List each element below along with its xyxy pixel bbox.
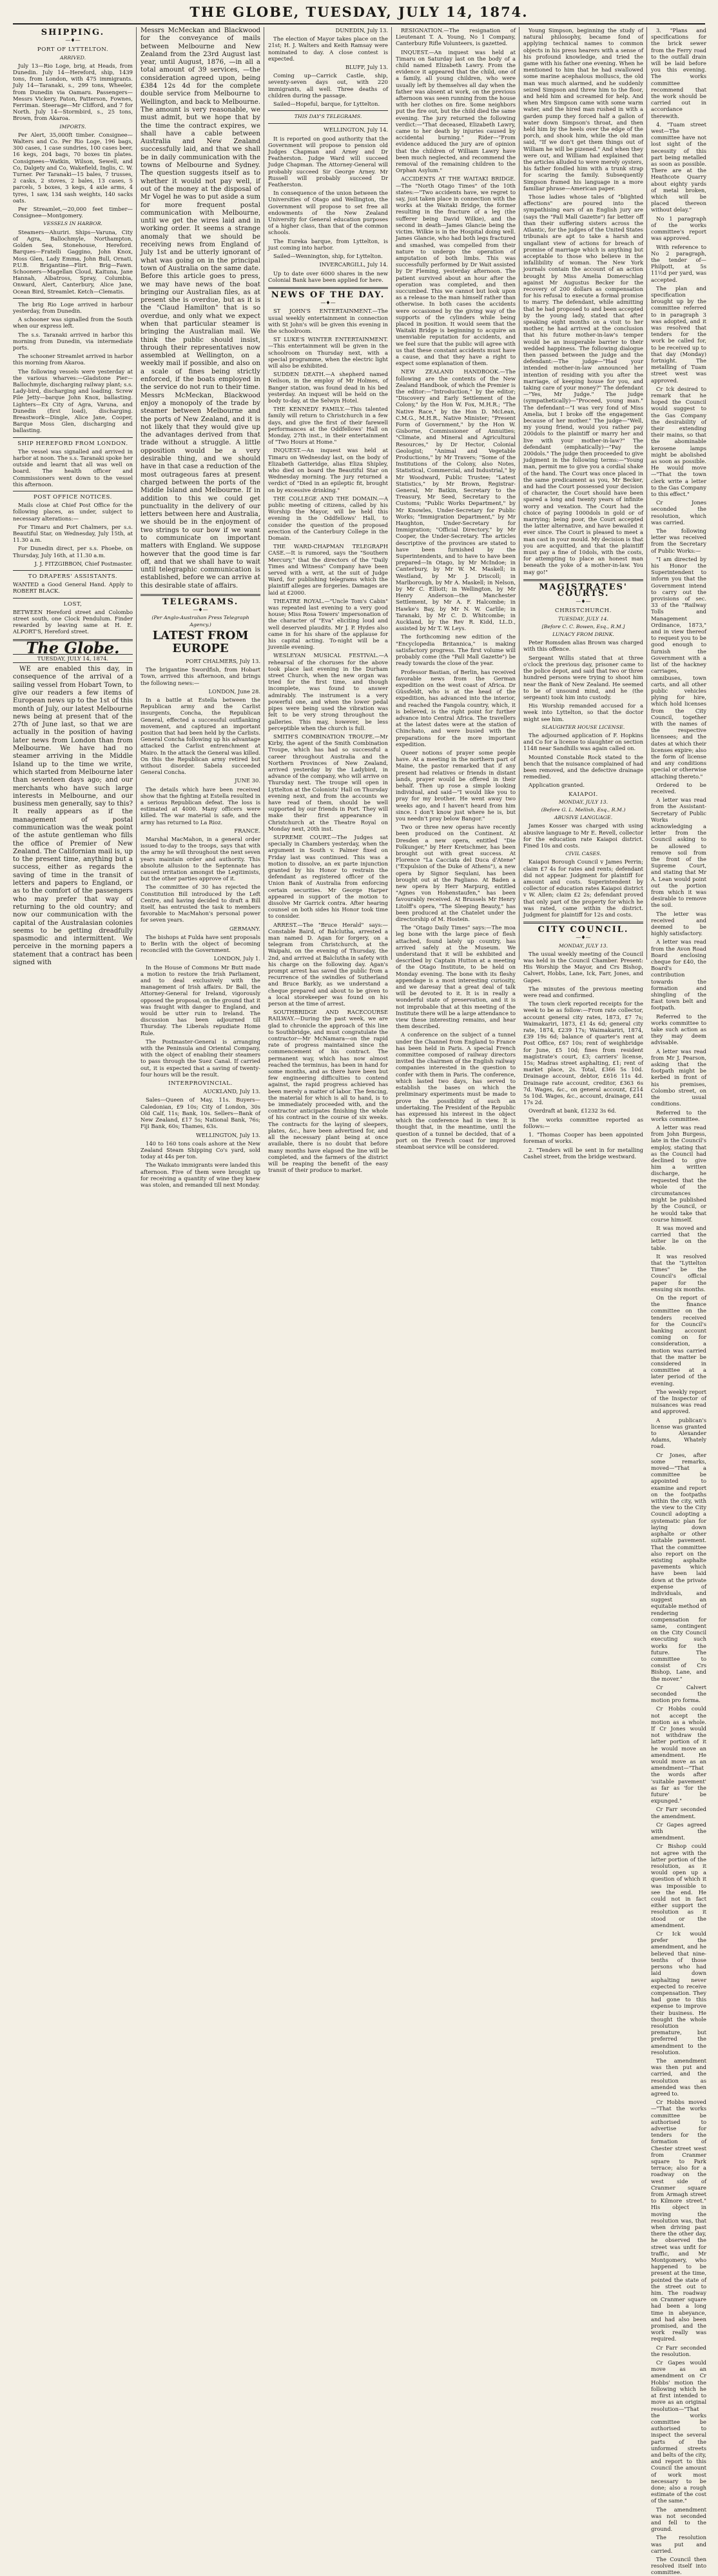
council-text: Referred to the works committee. <box>651 1109 706 1122</box>
council-text: The letter was received and deemed to be highly satisfactory. <box>651 910 706 937</box>
council-text: "I am directed by his Honor the Superintendent to inform you that the Government intend to carry out the provisions of sec. 33 of the "Railway Tolls and Management Ordinance, 1873," and in view thereof to request you to be good enough to furnish the Government with a list of the hackney carriages, omnibuses, town carts, and all other public vehicles plying for hire, which hold licenses from the City Council, together with the names of the respective licensees; and the dates at which their licenses expire; also the form of license and any conditions special or otherwise attaching thereto." <box>651 555 706 780</box>
dateline-london: LONDON, July 1. <box>213 955 260 962</box>
council-text: Cr Ick desired to remark that he hoped the Council would suggest to the Gas Company the desirability of their extending their mains, so that the abominable kerosene lamps might be abolished as soon as possible. He would move—"That the town clerk write a letter to the Gas Company to this effect." <box>651 385 706 498</box>
telegram-text: The Postmaster-General is arranging with the Peninsula and Oriental Company, with the object of enabling their steamers to pass through the Suez Canal. If carried out, it is expected that a saving of twenty-four hours will be the result. <box>141 1038 260 1078</box>
city-council-heading: CITY COUNCIL. <box>538 925 629 935</box>
news-item: ST JOHN'S ENTERTAINMENT.—The usual weekly entertainment in connection with St John's will be given this evening in the schoolroom. <box>268 308 388 334</box>
court-text: Sergeant Willis stated that at three o'clock the previous day, prisoner came to the police depot, and said that two or three hundred persons were trying to shoot him near the Bank of New Zealand. He seemed to be of unsound mind, and he (the sergeant) took him into custody. <box>523 654 643 700</box>
telegram-text: It is reported on good authority that the Government will propose to pension old Judges Chapman and Arney and Dr Featherston. Judge Ward will succeed Judge Chapman. The Attorney-General will probably succeed Sir George Arney. Mr Russell will probably succeed Dr Featherston. <box>268 135 388 188</box>
council-text: Overdraft at bank, £1232 3s 6d. <box>529 1107 617 1115</box>
council-date: MONDAY, JULY 13. <box>558 942 608 949</box>
post-office-text: For Timaru and Port Chalmers, per s.s. Beautiful Star, on Wednesday, July 15th, at 11.30 a.m. <box>13 523 133 544</box>
column-3 <box>268 27 388 1174</box>
telegram-text: Sailed—Hopeful, barque, for Lyttelton. <box>273 101 380 108</box>
column-divider <box>391 27 392 960</box>
council-text: Cr Ick would prefer the amendment, and he believed that nine-tenths of those persons who had laid down asphalting never expected to receive compensation. They had gone to this expense to improve their business. He thought the whole resolution premature, but preferred the amendment to the resolution. <box>651 1930 706 2056</box>
news-item: THE COLLEGE AND THE DOMAIN.—A public meeting of citizens, called by his Worship the Mayor, will be held this evening in the Oddfellows' Hall, to consider the question of the proposed erection of the Canterbury College in the Domain. <box>268 495 388 542</box>
news-item: Those ladies whose tales of "blighted affections" are poured into the sympathising ears of an English jury are (says the "Pall Mall Gazette") far better off than their suffering sisters across the Atlantic, for the judges of the United States tribunals are apt to take a harsh and ungallant view of actions for breach of promise of marriage which is anything but acceptable to those who believe in the infallibility of woman. The New York journals contain the account of an action brought by Miss Amelia Domerschlag against Mr Augustus Becker for the recovery of 200 dollars as compensation for his refusal to execute a formal promise to marry. The defendant, while admitting that he had proposed to and been accepted by the young lady, stated that after speaking eight months on a visit to her mother, he had arrived at the conclusion that his future mother-in-law's temper would be an insuperable barrier to their wedded happiness. The following dialogue then passed between the judge and the defendant:—The judge—"Had your intended mother-in-law announced her intention of residing with you after the marriage, of keeping house for you, and taking care of your money?" The defendant—"Yes, Mr Judge." The judge (sympathetically)—"Proceed, young man." The defendant—"I was very fond of Miss Amelia, but I broke off the engagement because of her mother." The judge—"Well, my young friend, would you rather pay 200dols to the plaintiff or marry her and live with your mother-in-law?" The defendant (emphatically)—"Pay the 200dols." The judge then proceeded to give judgment in the following terms:—"Young man, permit me to give you a cordial shake of the hand. The Court was once placed in the same predicament as you, Mr Becker, and had the Court possessed your decision of character, the Court should have been spared a long and twenty years of infinite worry and vexation. The Court had the choice of paying 1000dols in gold or of marrying; being poor, the Court accepted the latter alternative, and have bewailed it ever since. The Court is pleased to meet a man cast in your mould. My decision is that you are acquitted, and that the plaintiff must pay a fine of 10dols, with the costs, for attempting to place an honest man beneath the yoke of a mother-in-law. You may go!" <box>523 193 643 575</box>
council-text: A letter was read from John Burgess, late in the Council's employ, stating that as the Council had declined to give him a written discharge, he requested that the whole of the circumstances might be published by the Council, or he would take that course himself. <box>651 1124 706 1223</box>
double-rule <box>523 579 643 581</box>
column-4 <box>396 27 516 1150</box>
council-text: A publican's license was granted to Alexander Adams, Whately road. <box>651 1416 706 1450</box>
news-item: WESLEYAN MUSICAL FESTIVAL.—A rehearsal of the choruses for the above took place last evening in the Durham street Church, when the new organ was tried for the first time, and though incomplete, was found to answer admirably. The instrument is a very powerful one, and when the lower pedal pipes were being used the vibration was felt to be very strong throughout the galleries. This may, however, be less perceptible when the church is full. <box>268 652 388 731</box>
news-item: Young Simpson, beginning the study of natural philosophy, became fond of applying technical names to common objects in his press hearers with a sense of his profound knowledge, and tried the game with his father one evening. When he mentioned to him that he had swallowed some marine acephalous molluscs, the old man was much alarmed, and he suddenly seized Simpson and threw him to the floor, and held him and screamed for help. And when Mrs Simpson came with some warm water, and the hired man rushed in with a garden pump they forced half a gallon of water down Simpson's throat, and then held him by the heels over the edge of the porch, and shook him, while the old man said, "If we don't get them things out of William he will be pizened." And when they were out, and William had explained that the articles alluded to were merely oysters, his father fondled him with a trunk strap for scaring the family. Subsequently Simpson framed his language in a more familiar phrase—American paper. <box>523 27 643 192</box>
shipping-news: A schooner was signalled from the South when our express left. <box>13 316 133 330</box>
vessels-heading: VESSELS IN HARBOR. <box>43 221 102 227</box>
council-text: Cr Calvert seconded the motion pro forma. <box>651 1683 706 1704</box>
telegram-text: The election of Mayor takes place on the 21st; H. J. Walters and Keith Ramsay were nominated to day. A close contest is expected. <box>268 35 388 62</box>
separator: —♦— <box>65 37 81 44</box>
council-text: The weekly report of the Inspector of nuisances was read and approved. <box>651 1388 706 1415</box>
council-text: 3. "Plans and specifications for the brick sewer from the Ferry road to the outfall drain will be laid before you this evening. The works committee recommend that the work should be carried out in accordance therewith. <box>651 27 706 119</box>
rule <box>13 598 133 599</box>
court-before: [Before C. C. Bowen, Esq., R.M.] <box>541 623 625 629</box>
double-rule <box>268 287 388 289</box>
council-text: Cr Hobbs could not accept the motion as a whole. If Cr Jones would not withdraw the latter portion of it he would move an amendment. He would move as an amendment—"That the words after 'suitable pavement' as far as 'for the future' be expunged." <box>651 1705 706 1805</box>
council-text: Cr Farr seconded the amendment. <box>651 1806 706 1819</box>
imports-heading: IMPORTS. <box>59 123 86 130</box>
council-text: The plan and specification brought up by the committee referred to in paragraph 3 was adopted, and it was resolved that tenders for the work be called for, to be received up to that day (Monday) fortnight. The metalling of Tuam street west was approved. <box>651 284 706 384</box>
telegram-text: The committee of 30 has rejected the Constitution Bill introduced by the Left Centre, and having decided to draft a Bill itself, has entrusted the task to members favorable to MacMahon's personal power for seven years. <box>141 884 260 924</box>
double-rule <box>141 594 260 596</box>
post-office-text: For Dunedin direct, per s.s. Phoebe, on Thursday, July 16th, at 11.30 a.m. <box>13 545 133 559</box>
council-text: Cr Gapes would move as an amendment on Cr Hobbs' motion the following which he at first intended to move as an original resolution—"That the works committee be authorised to inspect the several parts of the unformed streets and belts of the city, and report to this Council the amount of work most necessary to be done; also a rough estimate of the cost of the same." <box>651 2359 706 2504</box>
telegrams-heading: TELEGRAMS. <box>162 597 239 608</box>
shipping-news: The following vessels were yesterday at the various wharves:—Gladstone Pier—Ballochmyle, discharging railway plant; s.s. Lady-bird, discharging and loading. Screw Pile Jetty—barque John Knox, ballasting. Lighters—Ex City of Agra, Varuna, and Dunedin (first load), discharging. Breastwork—Dingle, Alice Jane, Cooper, Barque Moss Glen, discharging and ballasting. <box>13 368 133 434</box>
dateline-london: LONDON, June 28. <box>208 688 260 695</box>
news-item: ARREST.—The "Bruce Herald" says:—Constable Baird, of Balclutha, arrested a man named D. Agan for forgery, on a telegram from Christchurch, at the Waipahi, on the evening of Thursday, the 2nd, and arrived at Balclutha in safety with his charge on the following day. Agan's prompt arrest has saved the public from a recurrence of the swindles of Sutherland and Bruce Barkly, as we understand a cheque prepared and about to be given to a local storekeeper was found on his person at the time of arrest. <box>268 921 388 1007</box>
kaiapoi-heading: KAIAPOI. <box>568 791 598 798</box>
council-text: The amendment was then put and carried, and the resolution as amended was then agreed to. <box>651 2057 706 2097</box>
case-heading: LUNACY FROM DRINK. <box>552 631 614 638</box>
dateline-auckland: AUCKLAND, July 13. <box>203 1088 260 1095</box>
telegram-text: Marshal MacMahon, in a general order issued to-day to the troops, says that with the army he will throughout the next seven years maintain order and authority. This absolute allusion to the Septennate has caused irritation amongst the Legitimists, but the other parties approve of it. <box>141 835 260 882</box>
telegram-text: The details which have been received show that the fighting at Estella resulted in a serious Republican defeat. The loss is estimated at 4000. Many officers were killed. The war material is safe, and the army has returned to La Rioz. <box>141 786 260 826</box>
council-text: It was moved and carried that the letter lie on the table. <box>651 1224 706 1251</box>
shipping-news: The brig Rio Loge arrived in harbour yesterday, from Dunedin. <box>13 301 133 314</box>
news-item: INQUEST.—An inquest was held at Timaru on Wednesday last, on the body of Elizabeth Gatteridge, alias Eliza Shipley, who died on board the Beautiful Star on Wednesday morning. The jury returned a verdict of "Died in an epileptic fit, brought on by excessive drinking." <box>268 447 388 493</box>
news-item: THEATRE ROYAL.—"Uncle Tom's Cabin" was repeated last evening to a very good house; Miss Rosa Towers' impersonation of the character of "Eva" eliciting loud and well deserved plaudits. Mr J. P. Hydes also came in for his share of the applause for his capital acting. To-night will be a juvenile evening. <box>268 597 388 651</box>
news-item: SOUTHBRIDGE AND RACECOURSE RAILWAY.—During the past week, we are glad to chronicle the approach of this line to Southbridge, and must congratulate the contractor—Mr McNamara—on the rapid rate of progress maintained since the commencement of his contract. The permanent way, which has now almost reached the terminus, has been in hand for some months, and as there have been but few engineering difficulties to contend against, the rapid progress achieved has been merely a matter of labor. The fencing, the material for which is all to hand, is to be immediately proceeded with, and the contractor anticipates finishing the whole of his contract in the course of six weeks. The contracts for the laying of sleepers, plates, &c., have been advertised for, and all the necessary plant being at once available, there is no doubt that before many months have elapsed the line will be completed, and the farmers of the district will be reaping the benefit of the easy transit of their produce to market. <box>268 1009 388 1174</box>
dateline-wellington: WELLINGTON, July 13. <box>196 1131 260 1138</box>
news-item: ST LUKE'S WINTER ENTERTAINMENT.—This entertainment will be given in the schoolroom on Thursday next, with a special programme, when the electric light will also be exhibited. <box>268 336 388 369</box>
top-rule <box>13 23 705 25</box>
telegram-text: Sales—Queen of May, 11s. Buyers—Caledonian, £9 10s; City of London, 30s Old Calf, 11s; Bank, 10s. Sellers—Bank of New Zealand, £17 5s; National Bank, 76s; Fiji Bank, 60s; Thames, 63s. <box>141 1096 260 1130</box>
news-of-the-day-heading: NEWS OF THE DAY. <box>271 290 385 300</box>
news-item: Professor Bastian, of Berlin, has received favorable news from the German expedition on the west coast of Africa. Dr Güssfeldt, who is at the head of the expedition, has advanced into the interior, and reached the Fangola country, which, it is believed, is the right point for further advance into Central Africa. The travellers at the latest dates were at the station of Chinchato, and were busied with the preparations for the more important expedition. <box>396 668 516 748</box>
leading-article-text: WE are enabled this day, in consequence of the arrival of a sailing vessel from Hobart Town, to give our readers a few items of European news up to the 1st of this month of July, our latest Melbourne news being at present that of the 27th of June last, so that we are actually in the position of having later news from London than from Melbourne. We have had no steamer arriving in the Middle Island up to the time we write, which started from Melbourne later than seventeen days ago; and our merchants who have such large interests in Melbourne, and our business men generally, say to this? It really appears as if the management of postal communication was the weak point of the astute gentleman who fills the office of Premier of New Zealand. The Californian mail is, up to the present time, anything but a success, either as regards the saving of time in the transit of letters and papers to England, or as to the comfort of the passengers who may prefer that way of returning to the old country; and now our communication with the capital of the Australasian colonies seems to be getting dreadfully spasmodic and intermittent. We perceive in the morning papers a statement that a contract has been signed with <box>13 666 133 967</box>
telegrams-source: (Per Anglo-Australian Press Telegraph Agency.) <box>151 615 249 628</box>
council-text: Cr Hobbs moved—"That the works committee be authorised to advertise for tenders for the formation of Chester street west from Cranmer square to Park terrace; also for a roadway on the west side of Cranmer square from Armagh street to Kilmore street." His object in moving the resolution was, that when driving past there the other day, he observed the street was unfit for traffic, and Mr Montgomery, who happened to be present at the time, pointed the state of the street out to him. The roadway on Cranmer square had been a long time in abeyance, and had also been promised, and the work really was required. <box>651 2099 706 2343</box>
vessels-text: Steamers—Ahuriri. Ships—Varuna, City of Agra, Ballochmyle, Northampton, Golden Sea, Stonehouse, Hereford. Barques—Fratelli Gaggino, John Knox, Moss Glen, Lady Emma, John Bull, Ornati, P.U.B. Brigantine—Flirt. Brig—Fawn. Schooners—Magellan Cloud, Kaituna, Jane Hannah, Albatross, Spray, Columbia, Onward, Alert, Canterbury, Alice Jane, Ocean Bird, Streamlet. Ketch—Clematis. <box>13 228 133 295</box>
arrived-heading: ARRIVED. <box>59 54 86 61</box>
court-text: Kaiapoi Borough Council v James Perrin; claim £7 4s for rates and rents; defendant did not appear. Judgment for plaintiff for amount and costs. Superintendent by collector of education rates Kaiapoi district v W. Allen; claim £2 2s; defendant proved that only part of the property for which he was rated, came within the district. Judgment for plaintiff for 12s and costs. <box>523 858 643 918</box>
rule <box>268 110 388 111</box>
case-heading: SLAUGHTER HOUSE LICENSE. <box>541 724 625 730</box>
council-text: The amendment was not seconded and fell to the ground. <box>651 2506 706 2533</box>
council-text: The minutes of the previous meeting were read and confirmed. <box>523 985 643 999</box>
court-text: Peter Romsden alias Brown was charged with this offence. <box>523 639 643 653</box>
news-item: SMITH'S COMBINATION TROUPE.—Mr Kirby, the agent of the Smith Combination Troupe, which has had so successful a career throughout Australia and the Northern Provinces of New Zealand, arrived yesterday by the Ladybird, in advance of the company, who will arrive on Thursday next. The troupe will open in Lyttelton at the Colonists' Hall on Thursday evening next, and from the accounts we have read of them, should be well supported by our friends in Port. They will make their first appearance in Christchurch at the Theatre Royal on Monday next, 20th inst. <box>268 733 388 832</box>
telegram-text: The Eureka barque, from Lyttelton, is just coming into harbor. <box>268 237 388 251</box>
lost-heading: LOST, <box>63 600 82 608</box>
post-office-heading: POST OFFICE NOTICES. <box>34 494 112 500</box>
hereford-text: The vessel was signalled and arrived in harbor at noon. The s.s. Taranaki spoke her outside and learnt that all was well on board. The health officer and Commissioners went down to the vessel this afternoon. <box>13 448 133 488</box>
council-text: The resolution was put and carried. <box>651 2534 706 2554</box>
rule <box>13 437 133 438</box>
council-text: The following letter was received from the Secretary of Public Works:— <box>651 528 706 554</box>
dateline-germany: GERMANY. <box>229 925 260 932</box>
dateline-bluff: BLUFF, July 13. <box>345 64 388 71</box>
council-text: The usual weekly meeting of the Council was held in the Council Chamber. Present: His Worship the Mayor, and Crs Bishop, Calvert, Hobbs, Lane, Ick, Farr, Jones, and Gapes. <box>523 950 643 984</box>
court-text: James Kosser was charged with using abusive language to Mr E. Revell, collector for the education rate Kaiapoi district. Fined 10s and costs. <box>523 822 643 849</box>
council-text: With reference to No 2 paragraph, the tender of—Philpott, at 5s 11½d per yard, was accepted. <box>651 243 706 283</box>
dateline: TUESDAY, JULY 14, 1874. <box>13 654 133 663</box>
council-text: A letter was read from the Avon Road Board enclosing cheque for £40, the Board's contribution towards the formation and shingling of the East town belt and footpath. <box>651 938 706 1011</box>
council-text: Referred to the works committee to take such action as they may deem advisable. <box>651 1013 706 1046</box>
streamer-text: Per Streamlet,—20,000 feet timber—Consignee—Montgomery. <box>13 206 133 219</box>
telegram-text: In consequence of the union between the Universities of Otago and Wellington, the Government will propose to set free all endowments of the New Zealand University for General education purposes of a higher class, than that of the common schools. <box>268 190 388 236</box>
news-item: SUPREME COURT.—The Judges sat specially in Chambers yesterday, when the argument in South v. Palmer fixed on Friday last was continued. This was a motion to dissolve, an ex parte injunction granted by his Honor to restrain the defendant as registered officer of the Union Bank of Australia from enforcing certain securities. Mr George Harper appeared in support of the motion to dissolve Mr Garrick contra. After hearing counsel on both sides his Honor took time to consider. <box>268 833 388 920</box>
news-item: NEW ZEALAND HANDBOOK.—The following are the contents of the New Zealand Handbook, of which the Premier is the editor:—"Introduction," by the editor; "Discovery and Early Settlement of the Colony," by the Hon W. Fox, M.H.R.; "The Native Race," by the Hon D. McLean, C.M.G., M.H.R., Native Minister; "Present Form of Government," by the Hon W. Gisborne, Commissioner of Annuities; "Climate, and Mineral and Agricultural Resources," by Dr Hector, Colonial Geologist; "Animal and Vegetable Productions," by Mr Travers; "Some of the Institutions of the Colony, also Notes, Statistical, Commercial, and Industrial," by Mr Woodward, Public Trustee; "Latest Statistics," by Mr Brown, Registrar-General, Mr Batkin, Secretary to the Treasury, Mr Seed, Secretary to the Customs; "Public Works Department," by Mr Knowles, Under-Secretary for Public Works; "Immigration Department," by Mr Haughton, Under-Secretary for Immigration; "Official Directory," by Mr Cooper, the Under-Secretary. The articles descriptive of the provinces are stated to have been furnished by the Superintendents, and to have to have been prepared—In Otago, by Mr McIndoe; in Canterbury, by Mr W. M. Maskell; in Westland, by Mr J. Driscoll; in Marlborough, by Mr A. Maskell; in Nelson, by Mr C. Elliott; in Wellington, by Mr Henry Anderson—the Manchester Settlement, by Mr A. F. Halcombe; in Hawke's Bay, by Mr N. W. Carlile; in Taranaki, by Mr C. D. Whitcombe; in Auckland, by the Rev R. Kidd, LL.D., assisted by Mr T. W. Leys. <box>396 368 516 632</box>
court-text: Mounted Constable Rock stated to the bench that the nuisance complained of had been removed, and the defective drainage remedied. <box>523 753 643 780</box>
telegram-text: In the House of Commons Mr Butt made a motion to restore the Irish Parliament, and to deal exclusively with the management of Irish affairs. Dr Ball, the Attorney-General for Ireland, vigorously opposed the proposal, on the ground that it was fraught with danger to England, and would be utter ruin to Ireland. The discussion has been adjourned till Thursday. The Liberals repudiate Home Rule. <box>141 964 260 1036</box>
column-divider <box>646 27 647 960</box>
council-text: The town clerk reported receipts for the week to be as follow:—From rate collector, account general city rates, 1873, £7 7s; Waimakariri, 1873, £1 4s 6d; general city rate, 1874, £239 17s; Waimakariri, 1874, £39 19s 6d; balance of quarter's rent at Post Office, £67 10s; rent of weighbridge for June, £5 10d; fines from resident magistrate's court, £3; carriers' license, 15s; Madras street asphalting, £1; rent of market place, 2s. Total, £366 5s 10d. Drainage account, debtor, £616 11s 4d. Drainage rate account, creditor, £363 6s 7d. Wages, &c., on general account, £214 5s 10d. Wages, &c., account, drainage, £41 17s 2d. <box>523 1000 643 1106</box>
telegram-text: 140 to 160 tons coals ashore at the New Zealand Steam Shipping Co's yard, sold today at 44s per ton. <box>141 1140 260 1160</box>
magistrates-heading: MAGISTRATES' COURTS. <box>539 582 628 599</box>
drapers-ad: WANTED a Good General Hand. Apply to ROBERT BLACK. <box>13 581 133 595</box>
council-text: Ordered to be received. <box>651 781 706 795</box>
shipping-news: The schooner Streamlet arrived in harbor this morning from Akaroa. <box>13 353 133 366</box>
separator: —♦— <box>576 599 591 605</box>
council-text: A letter was read from the Assistant-Secretary of Public Works acknowledging a letter from the Council asking to be allowed to remove soil from the front of the Supreme Court, and stating that Mr A. Lean would point out the portion from which it was desirable to remove the soil. <box>651 797 706 909</box>
telegram-text: The bishops at Fulda have sent proposals to Berlin with the object of becoming reconciled with the Government. <box>141 933 260 954</box>
council-text: The works committee reported as follows:— <box>523 1116 643 1129</box>
christchurch-heading: CHRISTCHURCH. <box>555 608 612 615</box>
council-text: No 1 paragraph of the works committee's report was approved. <box>651 215 706 242</box>
court-date: TUESDAY, JULY 14. <box>558 615 608 622</box>
shipping-news: The s.s. Taranaki arrived in harbor this morning from Dunedin, via intermediate ports. <box>13 331 133 351</box>
case-heading: CIVIL CASES. <box>565 851 601 857</box>
council-text: It was resolved that the "Lyttelton Times" be the Council's official paper for the ensuing six months. <box>651 1253 706 1293</box>
news-item: ACCIDENTS AT THE WAITAKI BRIDGE.—The "North Otago Times" of the 10th states:—"Two accidents have, we regret to say, just taken place in connection with the works at the Waitaki Bridge, the former resulting in the fracture of a leg (the sufferer being David Wilkie), and the second in death—James Glancie being the victim. Wilkie is in the Hospital doing well. James Glancie, who had both legs fractured and smashed, was compelled from their nature to undergo the operation of amputation of both limbs. This was successfully performed by Dr Wait assisted by Dr Fleming, yesterday afternoon. The patient survived about an hour after the operation was completed, and then succumbed. This we cannot but look upon as a release to the man himself rather than otherwise. In both cases the accidents were occasioned by the giving way of the supports of the cylinders while being placed in position. It would seem that the Waitaki Bridge is beginning to acquire an unenviable reputation for accidents, and we feel sure that the public will agree with us that these constant accidents must have a cause, and that they have a right to expect some explanation of them. <box>396 175 516 367</box>
port-heading: PORT OF LYTTELTON. <box>37 46 109 54</box>
telegram-text: Coming up—Carrick Castle, ship, seventy-seven days out, with 220 immigrants, all well. Three deaths of children during the passage. <box>268 72 388 99</box>
column-6 <box>651 27 706 2576</box>
dateline-invercargill: INVERCARGILL, July 14. <box>319 261 388 268</box>
drapers-heading: TO DRAPERS' ASSISTANTS. <box>28 573 118 580</box>
hereford-heading: SHIP HEREFORD FROM LONDON. <box>17 440 128 447</box>
council-text: The Council then resolved itself into committee. <box>651 2555 706 2576</box>
dateline-wellington: WELLINGTON, July 14. <box>324 126 388 134</box>
court-date: MONDAY, JULY 13. <box>558 798 608 805</box>
council-text: 2. "Tenders will be sent in for metalling Cashel street, from the bridge westward. <box>523 1146 643 1160</box>
council-text: 1. "Thomas Cooper has been appointed foreman of works. <box>523 1131 643 1145</box>
latest-europe-heading: LATEST FROM EUROPE <box>152 628 249 655</box>
news-item: The "Otago Daily Times" says:—The moa leg bone with the large piece of flesh attached, found lately up country, has arrived safely at the Museum. We understand that it will be exhibited and described by Captain Hutton at a meeting of the Otago Institute, to be held on Monday evening. The bone with its fleshy appendage is a most interesting curiosity, and we daresay that a great deal of talk will be devoted to it. It is in really a wonderful state of preservation, and it is not improbable that at this meeting of the Institute there will be a large attendance to view these interesting remains, and hear them described. <box>396 924 516 1030</box>
lost-ad: BETWEEN Hereford street and Colombo street south, one Clock Pendulum. Finder rewarded by leaving same at H. E. ALPORT'S, Hereford street. <box>13 608 133 635</box>
dateline-france: FRANCE. <box>234 827 260 834</box>
court-text: Application granted. <box>529 782 585 789</box>
globe-title: The Globe. <box>26 638 120 657</box>
arrived-text: July 13—Rio Loge, brig, at Heads, from Dunedin. July 14—Hereford, ship, 1439 tons, from London, with 475 immigrants. July 14—Taranaki, s., 299 tons, Wheeler, from Dunedin via Oamaru. Passengers—Messrs Vickery, Paton, Patterson, Fownes, Ferriman. Steerage—Mr Clifford, and 7 for North. July 14—Stormbird, s., 25 tons, Brown, from Akaroa. <box>13 62 133 122</box>
news-item: INQUEST.—An inquest was held at Timaru on Saturday last on the body of a child named Elizabeth Lawry. From the evidence it appeared that the child, one of a family, all young children, who were usually left by themselves all day when the father was absent at work, on the previous afternoon was seen running from the house with her clothes on fire. Some neighbors put the fire out, but the child died the same evening. The jury returned the following verdict:—"That deceased, Elizabeth Lawry, came to her death by injuries caused by accidental burning." Rider—"From evidence adduced the jury are of opinion that the children of William Lawry have been much neglected, and recommend the removal of the remaining children to the Orphan Asylum." <box>396 48 516 174</box>
news-item: Two or three new operas have recently been produced on the Continent. At Dresden a new opera, entitled "Die Folkunger," by Herr Kretschmer, has been brought out with great success. At Florence "La Cacciata del Duca d'Atene" ("Expulsion of the Duke of Athens"), a new opera by Signor Sequlani, has been brought out at the Pagliano. At Baden a new opera by Herr Marpurg, entitled "Agnes von Hohenstaufen," has been favourably received. At Brussels Mr Henry Litolff's opera, "The Sleeping Beauty," has been produced at the Chatelet under the directorship of M. Hostein. <box>396 824 516 923</box>
news-item: The forthcoming new edition of the "Encyclopedia Britannica," is making satisfactory progress. The first volume will probably come (the "Pall Mall Gazette") be ready towards the close of the year. <box>396 633 516 667</box>
telegram-text: The brigantine Swordfish, from Hobart Town, arrived this afternoon, and brings the following news:— <box>141 666 260 686</box>
masthead: THE GLOBE, TUESDAY, JULY 14, 1874. <box>189 4 529 20</box>
shipping-heading: SHIPPING. <box>41 28 105 37</box>
telegram-text: Sailed—Wennington, ship, for Lyttelton. <box>273 253 383 260</box>
leading-article <box>13 666 133 967</box>
leading-article-continued <box>141 27 260 590</box>
dateline-dunedin: DUNEDIN, July 13. <box>335 27 388 34</box>
council-text: 4. "Tuam street west—The committee have not lost sight of the necessity of this part being metalled as soon as possible. There are at the Heathcote Quarry about eighty yards of metal broken, which will be placed thereon without delay." <box>651 121 706 213</box>
court-text: His Worship remanded accused for a week into Lyttelton, so that the doctor might see him. <box>523 702 643 722</box>
todays-telegrams-heading: THIS DAY'S TELEGRAMS. <box>294 114 362 120</box>
council-text: Cr Farr seconded the resolution. <box>651 2344 706 2357</box>
news-item: THE KENNEDY FAMILY.—This talented family will return to Christchurch in a few days, and give the first of their farewell performances at the Oddfellows' Hall on Monday, 27th inst., in their entertainment of "Two Hours at Home." <box>268 406 388 446</box>
column-1 <box>13 27 133 967</box>
rule <box>13 570 133 571</box>
post-office-signature: J. J. FITZGIBBON, Chief Postmaster. <box>34 560 133 567</box>
news-item: RESIGNATION.—The resignation of Lieutenant T. A. Young, No 1 Company, Canterbury Rifle Volunteers, is gazetted. <box>396 27 516 47</box>
council-text: A letter was read from Mr J. Pearson, asking that the footpath might be kerbed in front of his premises, Colombo street, on the usual conditions. <box>651 1047 706 1107</box>
court-before: (Before G. L. Mellish, Esq., R.M.) <box>541 806 626 813</box>
news-item: Queer notions of prayer some people have. At a meeting in the northern part of Maine, the pastor remarked that if any present had relatives or friends in distant lands, prayer would be offered in their behalf. Then up rose a simple looking individual, and said—"I would like you to pray for my brother. He went away two weeks ago, and I haven't heard from him since. I don't know just where he is, but you needn't pray below Bangor." <box>396 749 516 822</box>
separator: —♦— <box>320 300 336 306</box>
telegram-text: Up to date over 6000 shares in the new Colonial Bank have been applied for here. <box>268 270 388 283</box>
column-divider <box>136 27 137 960</box>
dateline-port-chalmers: PORT CHALMERS, July 13. <box>185 657 260 664</box>
news-item: A conference on the subject of a tunnel under the Channel from England to France has been held in Paris. A special French committee composed of railway directors invited the chairmen of the English railway companies interested in the question to confer with them in Paris. The conference, which lasted two days, has served to establish the bases on which the preliminary experiments must be made to prove the possibility of such an undertaking. The President of the Republic has expressed his interest in the object which the conference had in view. It is thought that, in the meantime, until the question of a tunnel be decided, that of a port on the French coast for improved steamboat service will be considered. <box>396 1031 516 1150</box>
telegram-text: In a battle at Estella between the Republican army and the Carlist insurgents, Concha, the Republican General, effected a successful outflanking movement, and captured an important position that had been held by the Carlists. General Concha following up his advantage attacked the Carlist entrenchment at Mairo. In the attack the General was killed. On this the Republican army retired but without disorder. Sabela succeeded General Concha. <box>141 696 260 776</box>
news-item: THE WARD-CHAPMAN TELEGRAPH CASE.—It is rumored, says the "Southern Mercury," that the directors of the "Daily Times and Witness" Company have been served with a writ, at the suit of Judge Ward, for publishing telegrams which the plaintiff alleges are forgeries. Damages are laid at £2000. <box>268 543 388 596</box>
interprovincial-heading: INTERPROVINCIAL. <box>168 1080 233 1087</box>
rule <box>268 123 388 124</box>
post-office-text: Mails close at Chief Post Office for the following places, as under, subject to necessary alterations:— <box>13 502 133 522</box>
council-text: Cr Gapes agreed with the amendment. <box>651 1821 706 1841</box>
council-text: Cr Jones, after some remarks, moved—"That a committee be appointed to examine and report on the footpaths within the city, with the view to the City Council adopting a systematic plan for laying down asphalte or other suitable pavement. That the committee also report on the existing asphalte pavements which have been laid down at the private expense of individuals, and suggest an equitable method of rendering compensation for same, contingent on the City Council executing such works for the future. The committee to consist of Crs Bishop, Lane, and the mover." <box>651 1451 706 1682</box>
column-2 <box>141 27 260 1188</box>
case-heading: ABUSIVE LANGUAGE. <box>554 815 613 821</box>
separator: —♦— <box>576 935 591 941</box>
dateline-june: JUNE 30. <box>235 777 260 784</box>
separator: —♦— <box>193 607 208 613</box>
court-text: The adjourned application of F. Hopkins and Co for a license to slaughter on section 1148 near Sandhills was again called on. <box>523 731 643 752</box>
leading-article-text: Messrs McMeckan and Blackwood for the conveyance of mails between Melbourne and New Zealand from the 23rd August last year, until August, 1876, —in all a total amount of 39 services, —the consideration agreed upon, being £384 12s 4d for the complete double service from Melbourne to Wellington, and back to Melbourne. The amount is very reasonable, we must admit, but we hope that by the time the contract expires, we shall have a cable between Australia and New Zealand successfully laid, and that we shall be in daily communication with the towns of Melbourne and Sydney. The question suggests itself as to whether it would not pay well, if out of the money at the disposal of Mr Vogel he was to put aside a sum for more frequent postal communication with Melbourne, until we get the wires laid and in working order. It seems a strange anomaly that we should be receiving news from England of July 1st and be utterly ignorant of what was going on in the principal town of Australia on the same date. Before this article goes to press, we may have news of the boat bringing our Australian files, as at present she is overdue, but as it is the "Claud Hamilton" that is so overdue, and only what we expect when that particular steamer is bringing the Australian mail. We think the public should insist, through their representatives now assembled at Wellington, on a weekly mail if possible, and also on a scale of fines being strictly enforced, if the boats employed in the service do not run to their time. Messrs McMeckan, Blackwood enjoy a monopoly of the trade by steamer between Melbourne and the ports of New Zealand, and it is not likely that they would give up the advantages derived from that trade without a struggle. A little opposition would be a very desirable thing, and we should have in that case a reduction of the most outrageous fares at present charged between the ports of the Middle Island and Melbourne. If in addition to this we could get punctuality in the delivery of our letters between here and Australia, we should be in the enjoyment of two strings to our bow if we want to communicate on important matters with England. We suppose however that the good time is far off, and that we shall have to wait until telegraphic communication is established, before we can arrive at this desirable state of affairs. <box>141 27 260 590</box>
imports-text: Per Alert, 35,000ft timber. Consignee—Walters and Co. Per Rio Loge, 196 bags, 300 cases, 1 case sundries, 100 cases beer, 16 kegs, 204 bags, 70 boxes tin plates. Consignees—Watkin, Wilson, Sewell, and Co, Dalgety and Co, Wakefield, Inglis, C. W. Turner. Per Taranaki—15 bales, 7 trusses, 2 casks, 2 stoves, 2 bales, 13 cases, 5 parcels, 5 boxes, 3 kegs, 4 axle arms, 4 tyres, 1 saw, 134 sash weights, 140 sacks oats. <box>13 131 133 204</box>
council-text: On the report of the finance committee on the tenders received for the Council's banking account coming on for consideration, a motion was carried that the matter be considered in committee at a later period of the evening. <box>651 1294 706 1387</box>
rule <box>13 298 133 299</box>
column-5 <box>523 27 643 1160</box>
double-rule <box>523 922 643 924</box>
council-text: Cr Jones seconded the resolution, which was carried. <box>651 499 706 526</box>
news-item: SUDDEN DEATH.—A shepherd named Neilson, in the employ of Mr Holmes, of Banger station, was found dead in his bed yesterday. An inquest will be held on the body to-day, at the Selwyn Hotel. <box>268 371 388 404</box>
council-text: Cr Bishop could not agree with the latter portion of the resolution, as it would open up a question of which it was impossible to see the end. He could not in fact either support the resolution as it stood or the amendment. <box>651 1843 706 1928</box>
telegram-text: The Waikato immigrants were landed this afternoon. Five of them were brought up for receiving a quantity of wine they knew was stolen, and remanded till next Monday. <box>141 1162 260 1188</box>
